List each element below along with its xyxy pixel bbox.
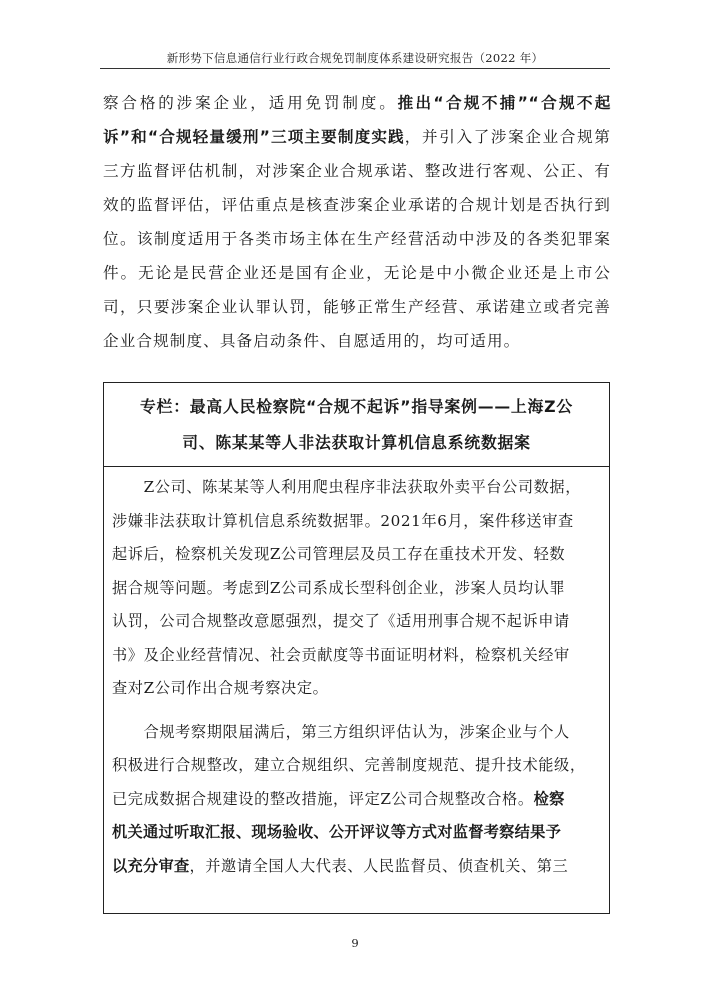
column-box-title-line-2: 司、陈某某等人非法获取计算机信息系统数据案 [182,433,531,452]
intro-text-2: ，并引入了涉案企业合规第三方监督评估机制，对涉案企业合规承诺、整改进行客观、公正、有效的监督评估，评估重点是核查涉案企业承诺的合规计划是否执行到位。该制度适用于各类市场主体在生产经营活动中涉及的各类犯罪案件。无论是民营企业还是国有企业，无论是中小微企业还是上市公司，只要涉案企业认罪认罚，能够正常生产经营、承诺建立或者完善企业合规制度、具备启动条件、自愿适用的，均可适用。 [103,128,611,350]
case-column-box [103,382,610,914]
case-paragraph-2 [112,716,602,884]
case-paragraph-2-text-1: 合规考察期限届满后，第三方组织评估认为，涉案企业与个人 积极进行合规整改，建立合规组织、完善制度规范、提升技术能级， 已完成数据合规建设的整改措施，评定Z公司合规整改合格。 [112,722,586,808]
case-paragraph-2-text-2: ，并邀请全国人大代表、人民监督员、侦查机关、第三 [189,856,569,875]
page-header: 新形势下信息通信行业行政合规免罚制度体系建设研究报告（2022 年） [166,51,544,65]
column-box-title-line-1: 专栏：最高人民检察院“合规不起诉”指导案例——上海Z公 [140,397,573,416]
page-number: 9 [351,936,359,950]
intro-paragraph [103,86,611,358]
intro-bold-text: 推出“合规不捕”“合规不起诉”和“合规轻量缓刑”三项主要制度实践 [103,94,611,146]
intro-text-1: 察合格的涉案企业，适用免罚制度。 [103,94,398,112]
case-paragraph-2-bold: 检察 机关通过听取汇报、现场验收、公开评议等方式对监督考察结果予 以充分审查 [112,789,565,875]
header-divider [100,68,610,69]
column-box-title [104,383,609,467]
column-box-content [112,471,602,883]
case-paragraph-1: Z公司、陈某某等人利用爬虫程序非法获取外卖平台公司数据， 涉嫌非法获取计算机信息系统数据罪。2021年6月，案件移送审查 起诉后，检察机关发现Z公司管理层及员工存在重技术开发、轻数 据合规等问题。考虑到Z公司系成长型科创企业，涉案人员均认罪 认罚，公司合规整改意愿强烈，提交了《适用刑事合规不起诉申请 书》及企业经营情况、社会贡献度等书面证明材料，检察机关经审 查对Z公司作出合规考察决定。 [112,478,581,697]
